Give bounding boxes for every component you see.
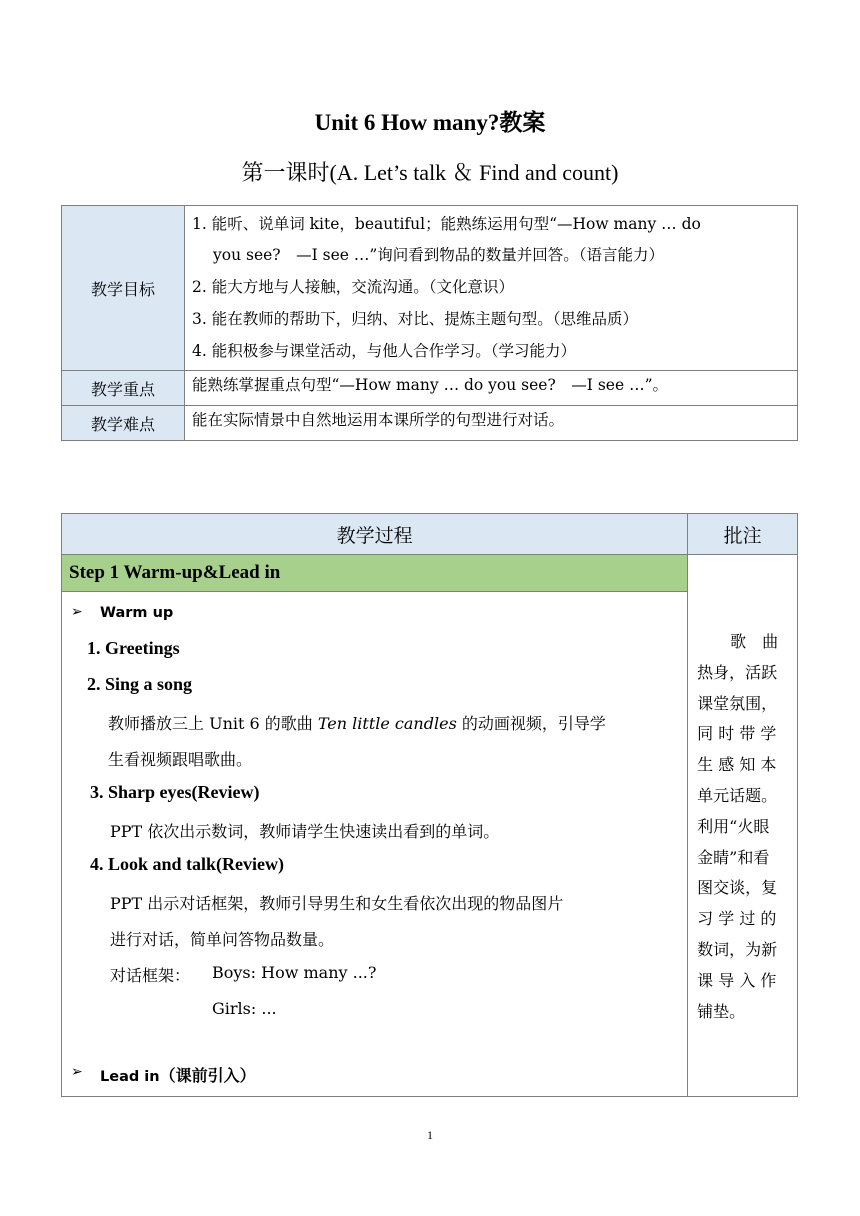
note-line-5: 生 感 知 本 <box>697 755 777 775</box>
item2-text-line1 <box>108 711 606 734</box>
page-number: 1 <box>427 1128 433 1142</box>
note-line-12: 课 导 入 作 <box>697 970 777 990</box>
bullet-arrow-icon: ➢ <box>71 604 83 620</box>
notes-cell <box>688 555 798 1097</box>
leadin-label: Lead in <box>100 1069 160 1085</box>
difficulty-label: 教学难点 <box>62 406 185 441</box>
item-sing-song: 2. Sing a song <box>87 674 193 694</box>
note-line-1: 歌 曲 <box>730 632 779 651</box>
frame-girls: Girls: ... <box>212 999 277 1018</box>
note-line-10: 习 学 过 的 <box>697 909 777 929</box>
warmup-label: Warm up <box>100 605 174 621</box>
leadin-heading <box>100 1063 256 1086</box>
note-line-7: 利用“火眼 <box>697 816 770 836</box>
item-look-talk: 4. Look and talk(Review) <box>90 854 285 874</box>
frame-label: 对话框架： <box>110 966 191 985</box>
objective-4: 4. 能积极参与课堂活动，与他人合作学习。（学习能力） <box>192 341 576 360</box>
note-line-11: 数词，为新 <box>697 939 778 959</box>
key-points-text: 能熟练掌握重点句型“—How many … do you see? —I see …”。 <box>185 371 798 406</box>
item3-text: PPT 依次出示数词，教师请学生快速读出看到的单词。 <box>110 822 500 841</box>
note-line-8: 金睛”和看 <box>697 847 770 867</box>
note-line-6: 单元话题。 <box>697 785 778 805</box>
step1-title: Step 1 Warm-up&Lead in <box>62 555 688 592</box>
bullet-arrow-icon: ➢ <box>71 1064 83 1080</box>
note-line-13: 铺垫。 <box>697 1001 746 1021</box>
item-sharp-eyes: 3. Sharp eyes(Review) <box>90 782 260 802</box>
key-points-label: 教学重点 <box>62 371 185 406</box>
objectives-label: 教学目标 <box>62 206 185 371</box>
notes-header: 批注 <box>688 514 798 555</box>
step1-body <box>62 592 688 1097</box>
note-line-9: 图交谈，复 <box>697 878 778 898</box>
difficulty-text: 能在实际情景中自然地运用本课所学的句型进行对话。 <box>185 406 798 441</box>
item2-text-a: 教师播放三上 Unit 6 的歌曲 <box>108 714 318 733</box>
lesson-subtitle: 第一课时(A. Let’s talk ＆ Find and count) <box>241 160 619 185</box>
leadin-cn: （课前引入） <box>159 1066 256 1085</box>
item-greetings: 1. Greetings <box>87 638 180 658</box>
objective-1-cont: you see? —I see …”询问看到物品的数量并回答。（语言能力） <box>213 246 665 265</box>
frame-boys: Boys: How many ...? <box>212 963 377 982</box>
item2-text-line2: 生看视频跟唱歌曲。 <box>108 750 253 769</box>
item4-text-line1: PPT 出示对话框架，教师引导男生和女生看依次出现的物品图片 <box>110 894 564 913</box>
note-text <box>697 627 791 1027</box>
process-header: 教学过程 <box>62 514 688 555</box>
objective-3: 3. 能在教师的帮助下，归纳、对比、提炼主题句型。（思维品质） <box>192 309 638 328</box>
note-line-3: 课堂氛围， <box>697 693 778 713</box>
objective-1: 1. 能听、说单词 kite，beautiful；能熟练运用句型“—How many … do <box>192 214 701 233</box>
document-title: Unit 6 How many?教案 <box>314 110 546 135</box>
objectives-content <box>185 206 798 371</box>
item2-text-b: 的动画视频，引导学 <box>456 714 606 733</box>
note-line-4: 同 时 带 学 <box>697 724 777 744</box>
note-line-2: 热身，活跃 <box>697 662 778 682</box>
objectives-table <box>61 205 798 441</box>
objective-2: 2. 能大方地与人接触，交流沟通。（文化意识） <box>192 278 514 297</box>
process-table <box>61 513 798 1097</box>
item4-text-line2: 进行对话，简单问答物品数量。 <box>110 930 335 949</box>
song-title: Ten little candles <box>317 714 457 733</box>
